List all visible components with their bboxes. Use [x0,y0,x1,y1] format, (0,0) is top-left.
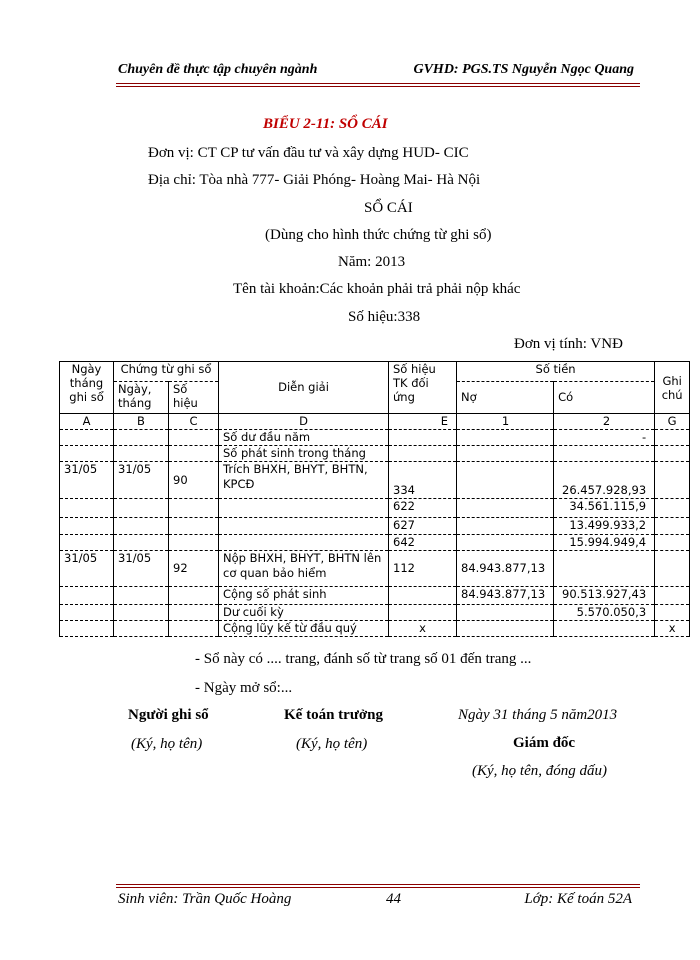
header-rule [116,83,640,87]
cell-debit: 84.943.877,13 [457,587,554,605]
cell-voucher-date [114,446,169,462]
ledger-row [60,462,690,499]
recorder-label: Người ghi sổ [128,707,209,723]
ledger-subtitle: (Dùng cho hình thức chứng từ ghi sổ) [265,227,492,243]
column-code: A [60,414,114,430]
ledger-row [60,499,690,518]
col-header-date: Ngày tháng ghi sổ [60,362,114,414]
col-header-description: Diễn giải [219,362,389,414]
footer-student: Sinh viên: Trần Quốc Hoàng [118,891,292,907]
col-header-note: Ghi chú [655,362,690,414]
cell-description: Nộp BHXH, BHYT, BHTN lên cơ quan bảo hiểm [219,551,389,587]
cell-description [219,499,389,518]
cell-voucher-number [169,535,219,551]
footer-class: Lớp: Kế toán 52A [524,891,632,907]
cell-date: 31/05 [60,462,114,499]
cell-voucher-number [169,621,219,637]
cell-account: 112 [389,551,457,587]
cell-credit: 26.457.928,93 [554,462,655,499]
cell-account [389,587,457,605]
cell-description: Số phát sinh trong tháng [219,446,389,462]
cell-note [655,551,690,587]
cell-date [60,430,114,446]
cell-note [655,446,690,462]
col-header-voucher-number: Số hiệu [169,382,219,414]
cell-account [389,605,457,621]
cell-note [655,462,690,499]
figure-title: BIỂU 2-11: SỔ CÁI [263,116,388,132]
col-header-amount: Số tiền [457,362,655,382]
cell-account: x [389,621,457,637]
cell-description: Dư cuối kỳ [219,605,389,621]
cell-credit: 34.561.115,9 [554,499,655,518]
cell-debit [457,499,554,518]
unit-line: Đơn vị: CT CP tư vấn đầu tư và xây dựng HUD- CIC [148,145,469,161]
pages-note: - Sổ này có .... trang, đánh số từ trang số 01 đến trang ... [195,651,532,667]
cell-credit: 5.570.050,3 [554,605,655,621]
page-number: 44 [386,891,401,907]
currency-unit: Đơn vị tính: VNĐ [514,336,623,352]
cell-voucher-number: 90 [169,462,219,499]
address-line: Địa chỉ: Tòa nhà 777- Giải Phóng- Hoàng Mai- Hà Nội [148,172,481,188]
page-header [116,60,640,84]
cell-note: x [655,621,690,637]
cell-credit: 90.513.927,43 [554,587,655,605]
cell-account [389,446,457,462]
cell-debit [457,446,554,462]
column-codes-row [60,414,690,430]
cell-debit [457,430,554,446]
ledger-row [60,587,690,605]
cell-description: Cộng lũy kế từ đầu quý [219,621,389,637]
cell-debit [457,605,554,621]
cell-date [60,535,114,551]
cell-debit [457,518,554,535]
cell-date [60,518,114,535]
cell-account: 627 [389,518,457,535]
col-header-credit: Có [554,382,655,414]
column-code: G [655,414,690,430]
ledger-row [60,430,690,446]
cell-voucher-number [169,605,219,621]
cell-date [60,605,114,621]
cell-date: 31/05 [60,551,114,587]
recorder-sign-note: (Ký, họ tên) [131,736,203,752]
cell-voucher-number [169,499,219,518]
cell-voucher-number [169,446,219,462]
ledger-row [60,535,690,551]
cell-credit: - [554,430,655,446]
cell-date [60,499,114,518]
cell-voucher-date [114,518,169,535]
ledger-row [60,621,690,637]
account-number: Số hiệu:338 [348,309,421,325]
chief-accountant-label: Kế toán trưởng [284,707,383,723]
cell-description [219,518,389,535]
cell-voucher-date [114,499,169,518]
cell-voucher-date [114,535,169,551]
cell-note [655,605,690,621]
col-header-account: Số hiệu TK đối ứng [389,362,457,414]
column-code: B [114,414,169,430]
cell-voucher-date [114,430,169,446]
cell-note [655,499,690,518]
footer-rule [116,884,640,888]
cell-credit [554,551,655,587]
cell-voucher-date [114,621,169,637]
column-code: E [389,414,457,430]
cell-credit: 15.994.949,4 [554,535,655,551]
cell-credit [554,446,655,462]
cell-description [219,535,389,551]
cell-description: Số dư đầu năm [219,430,389,446]
ledger-title: SỔ CÁI [364,200,413,216]
column-code: D [219,414,389,430]
cell-account [389,430,457,446]
ledger-row [60,551,690,587]
cell-voucher-date: 31/05 [114,462,169,499]
open-date-note: - Ngày mở sổ:... [195,680,293,696]
column-code: 2 [554,414,655,430]
column-code: C [169,414,219,430]
ledger-row [60,605,690,621]
cell-debit [457,535,554,551]
header-left: Chuyên đề thực tập chuyên ngành [118,62,318,77]
cell-account: 334 [389,462,457,499]
column-code: 1 [457,414,554,430]
chief-accountant-sign-note: (Ký, họ tên) [296,736,368,752]
cell-voucher-number [169,430,219,446]
cell-voucher-date [114,587,169,605]
header-right: GVHD: PGS.TS Nguyễn Ngọc Quang [413,62,634,77]
cell-date [60,587,114,605]
cell-date [60,446,114,462]
director-sign-note: (Ký, họ tên, đóng dấu) [472,763,607,779]
cell-date [60,621,114,637]
col-header-debit: Nợ [457,382,554,414]
cell-note [655,587,690,605]
ledger-row [60,518,690,535]
cell-voucher-date [114,605,169,621]
col-header-voucher: Chứng từ ghi sổ [114,362,219,382]
cell-credit: 13.499.933,2 [554,518,655,535]
ledger-row [60,446,690,462]
cell-account: 642 [389,535,457,551]
cell-voucher-number: 92 [169,551,219,587]
ledger-year: Năm: 2013 [338,254,406,270]
page-footer [116,891,640,913]
cell-note [655,518,690,535]
account-name: Tên tài khoản:Các khoản phải trả phải nộp khác [233,281,521,297]
director-label: Giám đốc [513,735,576,751]
cell-voucher-number [169,587,219,605]
cell-description: Cộng số phát sinh [219,587,389,605]
signing-date: Ngày 31 tháng 5 năm2013 [458,707,618,723]
cell-voucher-number [169,518,219,535]
cell-debit: 84.943.877,13 [457,551,554,587]
cell-note [655,430,690,446]
cell-credit [554,621,655,637]
cell-debit [457,462,554,499]
cell-note [655,535,690,551]
col-header-voucher-date: Ngày, tháng [114,382,169,414]
cell-voucher-date: 31/05 [114,551,169,587]
cell-description: Trích BHXH, BHYT, BHTN, KPCĐ [219,462,389,499]
cell-account: 622 [389,499,457,518]
cell-debit [457,621,554,637]
ledger-table [59,361,690,637]
